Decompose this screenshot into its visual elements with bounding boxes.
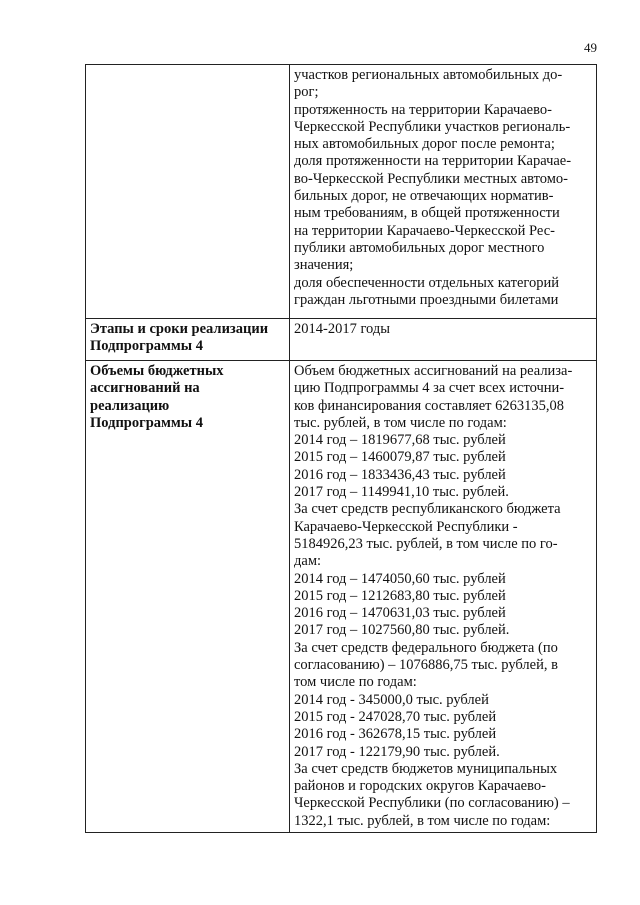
value-text-line: 2015 год – 1460079,87 тыс. рублей <box>294 449 506 466</box>
value-text-line: цию Подпрограммы 4 за счет всех источни- <box>294 380 565 397</box>
value-text-line: участков региональных автомобильных до- <box>294 67 563 83</box>
table-row <box>86 65 597 319</box>
page-number: 49 <box>584 40 597 55</box>
value-text-line: районов и городских округов Карачаево- <box>294 778 546 795</box>
value-text-line: во-Черкесской Республики местных автомо- <box>294 170 569 187</box>
value-text-line: 2017 год – 1027560,80 тыс. рублей. <box>294 622 510 639</box>
value-text-line: Объем бюджетных ассигнований на реализа- <box>294 363 573 379</box>
value-text-line: ным требованиям, в общей протяженности <box>294 205 560 222</box>
value-text-line: За счет средств республиканского бюджета <box>294 501 561 518</box>
table-row <box>86 361 597 833</box>
row-label-cell <box>86 65 290 319</box>
value-text-line: том числе по годам: <box>294 674 417 691</box>
value-text-line: дам: <box>294 553 322 570</box>
value-text-line: Черкесской Республики (по согласованию) – <box>294 795 570 812</box>
value-text-line: на территории Карачаево-Черкесской Рес- <box>294 222 555 239</box>
value-text-line: Черкесской Республики участков региональ- <box>294 118 571 135</box>
value-text-line: За счет средств бюджетов муниципальных <box>294 760 558 777</box>
value-text-line: 2015 год - 247028,70 тыс. рублей <box>294 708 497 725</box>
passport-table <box>85 64 597 833</box>
value-text-line: тыс. рублей, в том числе по годам: <box>294 414 507 431</box>
row-label-line: Подпрограммы 4 <box>90 414 203 431</box>
value-text-line: 2017 год - 122179,90 тыс. рублей. <box>294 743 500 760</box>
value-text-line: 2014-2017 годы <box>294 321 390 337</box>
value-text-line: 5184926,23 тыс. рублей, в том числе по го- <box>294 535 558 552</box>
value-text-line: 2014 год – 1474050,60 тыс. рублей <box>294 570 506 587</box>
value-text-line: публики автомобильных дорог местного <box>294 239 545 256</box>
value-text-line: ков финансирования составляет 6263135,08 <box>294 397 565 414</box>
value-text-line: согласованию) – 1076886,75 тыс. рублей, в <box>294 657 558 674</box>
value-text-line: бильных дорог, не отвечающих норматив- <box>294 188 554 205</box>
value-text-line: За счет средств федерального бюджета (по <box>294 639 558 656</box>
value-text-line: граждан льготными проездными билетами <box>294 291 559 308</box>
value-text-line: 1322,1 тыс. рублей, в том числе по годам: <box>294 812 551 829</box>
value-text-line: доля протяженности на территории Карачае- <box>294 153 572 170</box>
row-label-line: реализацию <box>90 397 170 414</box>
value-text-line: 2015 год – 1212683,80 тыс. рублей <box>294 587 506 604</box>
value-text-line: Карачаево-Черкесской Республики - <box>294 518 518 535</box>
value-text-line: 2014 год - 345000,0 тыс. рублей <box>294 691 489 708</box>
row-label-line: ассигнований на <box>90 380 200 397</box>
row-value-cell <box>290 361 597 833</box>
row-value-cell <box>290 65 597 319</box>
table-row <box>86 319 597 361</box>
value-text-line: протяженность на территории Карачаево- <box>294 101 552 118</box>
value-text-line: 2014 год – 1819677,68 тыс. рублей <box>294 432 506 449</box>
value-text-line: 2017 год – 1149941,10 тыс. рублей. <box>294 484 509 501</box>
value-text-line: 2016 год – 1833436,43 тыс. рублей <box>294 466 506 483</box>
row-label-line: Объемы бюджетных <box>90 363 224 379</box>
value-text-line: ных автомобильных дорог после ремонта; <box>294 136 555 153</box>
row-label-line: Этапы и сроки реализации <box>90 321 269 337</box>
row-value-cell <box>290 319 597 361</box>
value-text-line: рог; <box>294 84 319 101</box>
value-text-line: 2016 год - 362678,15 тыс. рублей <box>294 726 497 743</box>
row-label-cell <box>86 319 290 361</box>
row-label-cell <box>86 361 290 833</box>
value-text-line: значения; <box>294 257 354 274</box>
value-text-line: 2016 год – 1470631,03 тыс. рублей <box>294 605 506 622</box>
value-text-line: доля обеспеченности отдельных категорий <box>294 274 559 291</box>
row-label-line: Подпрограммы 4 <box>90 338 203 355</box>
